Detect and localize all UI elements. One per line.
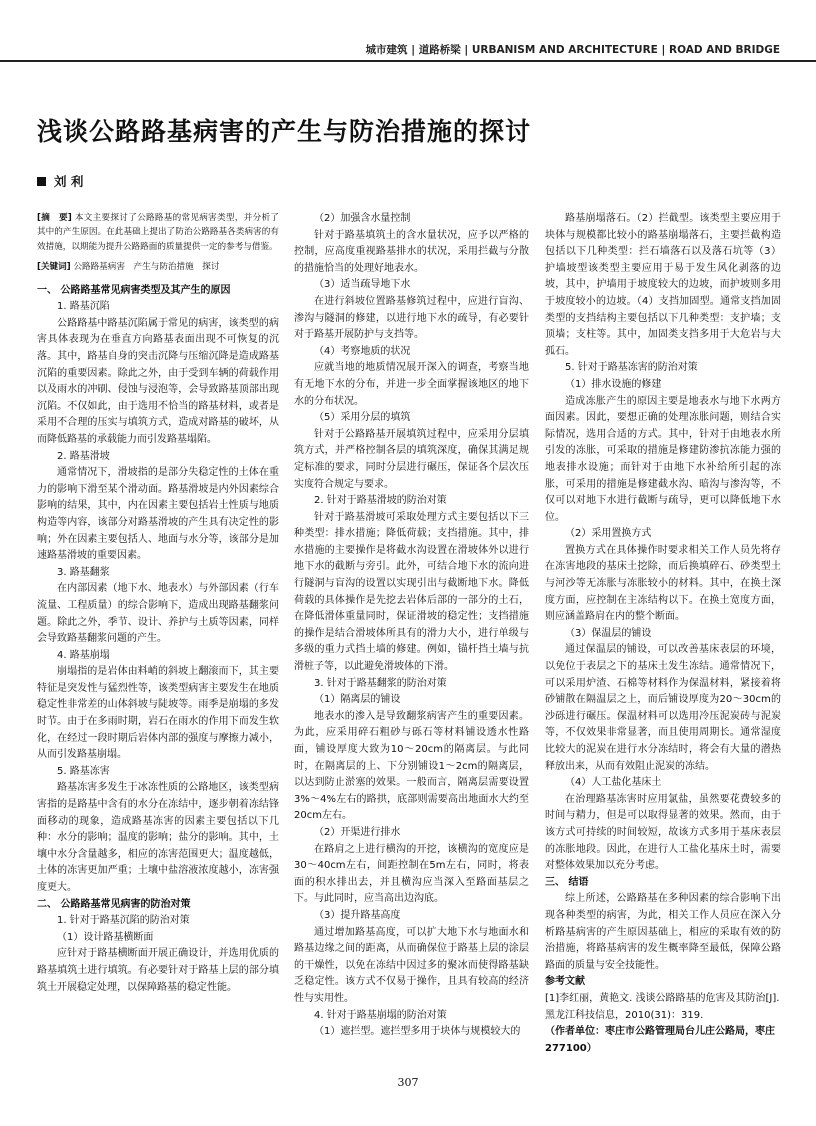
paragraph: 通常情况下，滑坡指的是部分失稳定性的土体在重力的影响下滑至某个滑动面。路基滑坡是内外因素综合影响的结果，其中，内在因素主要包括岩土性质与地质构造等内容，该部分对路基滑坡的产生具有决定性的影响；外在因素主要包括人、地面与水分等，该部分是加速路基滑坡的重要因素。: [37, 467, 279, 562]
page-number: 307: [397, 1076, 419, 1089]
paragraph: 路基冻害多发生于冰冻性质的公路地区，该类型病害指的是路基中含有的水分在冻结中，逐步朝着冻结锋面移动的现象，造成路基冻害的因素主要包括以下几种：水分的影响；温度的影响；盐分的影响。其中，土壤中水分含量越多，相应的冻害范围更大；温度越低，土体的冻害更加严重；土壤中盐溶液浓度越小，冻害强度更大。: [37, 782, 279, 893]
subsection-heading: 3. 路基翻浆: [57, 566, 110, 578]
subsection-heading: 2. 路基滑坡: [57, 450, 110, 462]
item-heading: （5）采用分层的填筑: [314, 412, 411, 424]
paragraph: 地表水的渗入是导致翻浆病害产生的重要因素。为此，应采用碎石粗砂与砾石等材料铺设透水性路面，铺设厚度大致为10～20cm的隔离层。与此同时，在隔离层的上、下分别铺设1～2cm的隔离层，以达到防止淤塞的效果。一般而言，隔离层需要设置3%～4%左右的路拱，底部则需要高出地面水大约至20cm左右。: [294, 710, 529, 822]
paragraph: 针对于路基滑坡可采取处理方式主要包括以下三种类型：排水措施；降低荷载；支挡措施。其中，排水措施的主要操作是将截水沟设置在滑坡体外以进行地下水的截断与旁引。此外，可结合地下水的流向进行隧洞与盲沟的设置以实现引出与截断地下水。降低荷载的具体操作是先挖去岩体后部的一部分的土石，在降低滑体重量同时，保证滑坡的稳定性；支挡措施的操作是结合滑坡体所具有的滑力大小，进行单级与多级的重力式挡土墙的修建。例如，锚杆挡土墙与抗滑桩子等，以此避免滑坡体的下滑。: [294, 511, 529, 673]
subsection-heading: 1. 针对于路基沉陷的防治对策: [57, 915, 190, 927]
subsection-heading: 2. 针对于路基滑坡的防治对策: [314, 495, 447, 507]
paragraph: 针对于公路路基开展填筑过程中，应采用分层填筑方式，并严格控制各层的填筑深度，确保其满足规定标准的要求，同时分层进行碾压，保证各个层次压实度符合规定与要求。: [294, 428, 529, 490]
item-heading: （1）遮拦型。遮拦型多用于块体与规模较大的: [314, 1026, 521, 1038]
item-heading: （2）加强含水量控制: [314, 213, 411, 224]
paragraph: 针对于路基填筑土的含水量状况，应予以严格的控制，应高度重视路基排水的状况，采用拦截与分散的措施恰当的处理好地表水。: [294, 229, 529, 274]
author-name: 刘 利: [54, 174, 84, 189]
paragraph: 造成冻胀产生的原因主要是地表水与地下水两方面因素。因此，要想正确的处理冻胀问题，则结合实际情况，选用合适的方式。其中，针对于由地表水所引发的冻胀，可采取的措施是修建防渗抗冻能力强的地表排水设施；而针对于由地下水补给所引起的冻胀，可采用的措施是修建截水沟、暗沟与渗沟等，不仅可以对地下水进行截断与疏导，更可以降低地下水位。: [545, 395, 781, 523]
subsection-heading: 3. 针对于路基翻浆的防治对策: [314, 677, 447, 689]
item-heading: （1）排水设施的修建: [565, 378, 662, 390]
paragraph: 通过保温层的铺设，可以改善基床表层的环境，以免位于表层之下的基床土发生冻结。通常情况下，可以采用炉渣、石棉等材料作为保温材料，紧接着将砂铺散在隔温层之上，而后铺设厚度为20～30cm的沙砾进行碾压。保温材料可以选用冷压泥炭砖与泥炭等，不仅效果非常显著，而且使用周期长。通常湿度比较大的泥炭在进行水分冻结时，将会有大量的潜热释放出来，从而有效阻止泥炭的冻结。: [545, 644, 781, 772]
author-affiliation: （作者单位：枣庄市公路管理局台儿庄公路局，枣庄 277100）: [545, 1026, 775, 1054]
column-2: [294, 211, 529, 1073]
subsection-heading: 4. 针对于路基崩塌的防治对策: [314, 1009, 447, 1021]
col3-body: [545, 211, 781, 1057]
column-3: [545, 211, 781, 1073]
abstract-text: 本文主要探讨了公路路基的常见病害类型，并分析了其中的产生原因。在此基础上提出了防治公路路基各类病害的有效措施，以期能为提升公路路面的质量提供一定的参考与借鉴。: [37, 213, 279, 252]
paragraph: 综上所述，公路路基在多种因素的综合影响下出现各种类型的病害，为此，相关工作人员应在深入分析路基病害的产生原因基础上，相应的采取有效的防治措施，将路基病害的发生概率降至最低，保障公路路面的质量与安全技能性。: [545, 893, 781, 971]
subsection-heading: 5. 路基冻害: [57, 765, 110, 777]
keywords: [37, 260, 279, 274]
header-rule: [0, 60, 816, 62]
paragraph: 在内部因素（地下水、地表水）与外部因素（行车流量、工程质量）的综合影响下，造成出现路基翻浆问题。除此之外，季节、设计、养护与土质等因素，同样会导致路基翻浆问题的产生。: [37, 583, 279, 645]
paragraph: 崩塌指的是岩体由料峭的斜坡上翻滚而下，其主要特征是突发性与猛烈性等，该类型病害主要发生在地质稳定性非常差的山体斜坡与陡坡等。雨季是崩塌的多发时节。由于在多雨时期，岩石在雨水的作用下而发生软化，在经过一段时期后岩体内部的强度与摩擦力减小，从而引发路基崩塌。: [37, 666, 279, 761]
item-heading: （1）隔离层的铺设: [314, 694, 401, 706]
subsection-heading: 1. 路基沉陷: [57, 301, 110, 313]
paragraph: 公路路基中路基沉陷属于常见的病害，该类型的病害具体表现为在垂直方向路基表面出现不可恢复的沉落。其中，路基自身的突击沉降与压缩沉降是造成路基沉陷的重要因素。除此之外，由于受到车辆的荷载作用以及雨水的冲刷、侵蚀与浸泡等，会导致路基顶部出现沉陷。不仅如此，由于选用不恰当的路基材料，或者是采用不合理的压实与填筑方式，造成对路基的破坏，从而降低路基的承载能力而引发路基塌陷。: [37, 317, 279, 445]
paragraph: 置换方式在具体操作时要求相关工作人员先将存在冻害地段的基床土挖除，而后换填碎石、砂类型土与河沙等无冻胀与冻胀较小的材料。其中，在换土深度方面，应控制在主冻结构以下。在换土宽度方面，则应涵盖路肩在内的整个断面。: [545, 544, 781, 623]
subsection-heading: 4. 路基崩塌: [57, 649, 110, 661]
paragraph: 路基崩塌落石。（2）拦截型。该类型主要应用于块体与规模都比较小的路基崩塌落石，主要拦截构造包括以下几种类型：拦石墙落石以及落石坑等（3）护墙坡型该类型主要应用于易于发生风化剥落的边坡，其中，护墙用于坡度较大的边坡，而护坡则多用于坡度较小的边坡。（4）支挡加固型。通常支挡加固类型的支挡结构主要包括以下几种类型：支护墙；支顶墙；支柱等。其中，加固类支挡多用于大危岩与大孤石。: [545, 213, 781, 357]
reference-item: [1]李红丽，黄艳文. 浅谈公路路基的危害及其防治[J]. 黑龙江科技信息，2010(31)：319.: [545, 992, 780, 1021]
column-1: [37, 211, 279, 1073]
item-heading: （1）设计路基横断面: [57, 931, 154, 943]
item-heading: （4）考察地质的状况: [314, 345, 411, 357]
author-line: [37, 172, 83, 190]
item-heading: （4）人工盐化基床土: [565, 777, 662, 789]
paragraph: 通过增加路基高度，可以扩大地下水与地面水和路基边缘之间的距离，从而确保位于路基上层的涂层的干燥性，以免在冻结中因过多的聚冰而使得路基缺乏稳定性。该方式不仅易于操作，且具有较高的经济性与实用性。: [294, 926, 529, 1004]
item-heading: （3）保温层的铺设: [565, 627, 652, 639]
references-title: 参考文献: [545, 976, 585, 988]
item-heading: （2）开渠进行排水: [314, 826, 401, 838]
article-title: 浅谈公路路基病害的产生与防治措施的探讨: [37, 117, 532, 146]
paragraph: 在进行斜坡位置路基修筑过程中，应进行盲沟、渗沟与隧洞的修建，以进行地下水的疏导，有必要针对于路基开展防护与支挡等。: [294, 295, 529, 341]
journal-header: 城市建筑 | 道路桥梁 | URBANISM AND ARCHITECTURE | ROAD AND BRIDGE: [365, 44, 780, 56]
abstract: [37, 211, 279, 254]
paragraph: 应就当地的地质情况展开深入的调查，考察当地有无地下水的分布，并进一步全面掌握该地区的地下水的分布状况。: [294, 362, 529, 407]
keywords-label: [关键词]: [37, 262, 71, 273]
section-heading: 二、 公路路基常见病害的防治对策: [37, 898, 191, 910]
section-heading: 一、 公路路基常见病害类型及其产生的原因: [37, 284, 231, 296]
author-square-icon: [37, 177, 46, 186]
item-heading: （3）提升路基高度: [314, 909, 401, 921]
paragraph: 在治理路基冻害时应用氯盐，虽然要花费较多的时间与精力，但是可以取得显著的效果。然而，由于该方式可持续的时间较短，故该方式多用于基床表层的冻胀地段。因此，在进行人工盐化基床土时，需要对整体效果加以充分考虑。: [545, 793, 781, 872]
item-heading: （2）采用置换方式: [565, 528, 652, 540]
item-heading: （3）适当疏导地下水: [314, 279, 411, 291]
abstract-label: [摘 要]: [37, 213, 72, 223]
paragraph: 在路肩之上进行横沟的开挖，该横沟的宽度应是30～40cm左右，间距控制在5m左右，同时，将表面的积水排出去，并且横沟应当深入至路面基层之下。与此同时，应当高出边沟底。: [294, 843, 529, 905]
paragraph: 应针对于路基横断面开展正确设计，并选用优质的路基填筑土进行填筑。有必要针对于路基上层的部分填筑土开展稳定处理，以保障路基的稳定性能。: [37, 948, 279, 993]
keywords-text: 公路路基病害 产生与防治措施 探讨: [73, 262, 220, 273]
subsection-heading: 5. 针对于路基冻害的防治对策: [565, 362, 698, 374]
col2-body: [294, 211, 529, 1041]
section-heading: 三、 结语: [545, 876, 589, 888]
col1-body: [37, 283, 279, 997]
